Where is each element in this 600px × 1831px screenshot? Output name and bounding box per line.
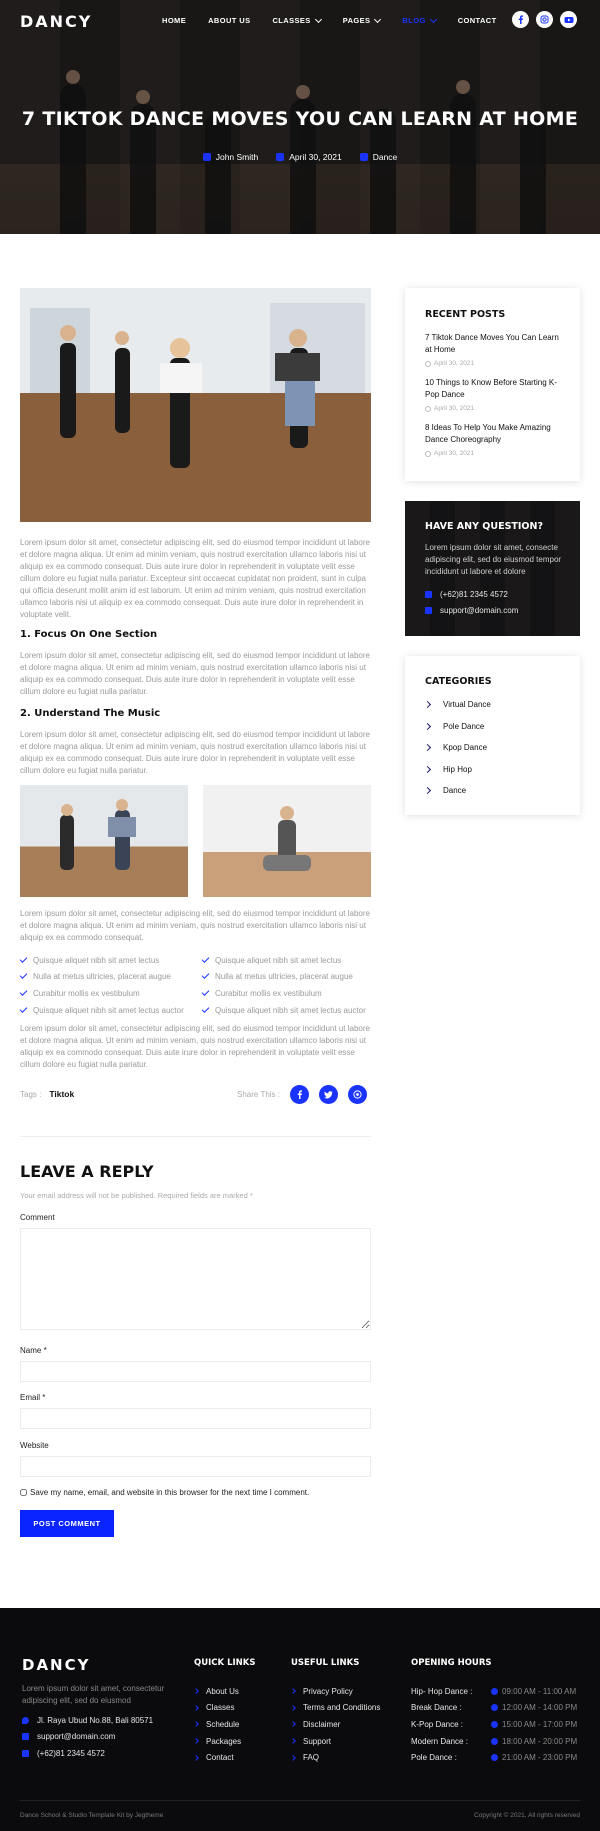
hours-row: Hip- Hop Dance : 09:00 AM - 11:00 AM [411, 1686, 577, 1696]
post-tags: Tags : Tiktok [20, 1089, 75, 1099]
check-icon [202, 988, 210, 996]
folder-icon [360, 153, 368, 161]
post-author[interactable]: John Smith [203, 152, 259, 162]
chevron-right-icon [290, 1738, 296, 1744]
recent-posts-title: RECENT POSTS [425, 309, 506, 320]
useful-links-title: USEFUL LINKS [291, 1658, 360, 1668]
comment-label: Comment [20, 1213, 55, 1222]
footer-logo[interactable]: DANCY [22, 1656, 91, 1674]
clock-icon [425, 406, 431, 412]
hero-dancer-head [296, 85, 310, 99]
category-item[interactable]: Pole Dance [425, 716, 560, 738]
main-nav [162, 16, 519, 25]
reply-note: Your email address will not be published. Required fields are marked * [20, 1191, 253, 1200]
save-info-checkbox[interactable] [20, 1489, 27, 1496]
site-logo[interactable]: DANCY [20, 12, 93, 31]
calendar-icon [276, 153, 284, 161]
check-list-left [20, 952, 195, 1018]
mail-icon [22, 1733, 29, 1740]
clock-icon [425, 361, 431, 367]
check-icon [20, 988, 28, 996]
chevron-down-icon [315, 15, 322, 22]
footer-phone[interactable]: (+62)81 2345 4572 [22, 1745, 153, 1762]
recent-posts-widget [405, 288, 580, 481]
phone-icon [22, 1750, 29, 1757]
twitter-icon[interactable] [319, 1085, 338, 1104]
email-field[interactable] [20, 1408, 371, 1429]
website-field[interactable] [20, 1456, 371, 1477]
useful-links [291, 1683, 380, 1766]
section-heading-2: 2. Understand The Music [20, 708, 161, 719]
hero-dancer-head [66, 70, 80, 84]
reply-title: LEAVE A REPLY [20, 1162, 154, 1181]
footer-link[interactable]: Schedule [194, 1716, 241, 1733]
category-item[interactable]: Kpop Dance [425, 737, 560, 759]
footer-link[interactable]: Packages [194, 1733, 241, 1750]
name-field[interactable] [20, 1361, 371, 1382]
phone-icon [425, 591, 432, 598]
chevron-right-icon [290, 1688, 296, 1694]
header-social [512, 11, 577, 28]
chevron-down-icon [430, 15, 437, 22]
category-item[interactable]: Dance [425, 780, 560, 802]
question-email[interactable]: support@domain.com [425, 603, 565, 620]
clock-icon [491, 1704, 498, 1711]
chevron-right-icon [424, 766, 431, 773]
whatsapp-icon[interactable] [348, 1085, 367, 1104]
divider [20, 1136, 371, 1137]
check-list-right [202, 952, 377, 1018]
list-item: Nulla at metus ultricies, placerat augue [20, 969, 195, 986]
list-item: Curabitur mollis ex vestibulum [202, 985, 377, 1002]
article-image-right [203, 785, 371, 897]
check-icon [20, 1005, 28, 1013]
footer-link[interactable]: Disclaimer [291, 1716, 380, 1733]
hours-row: K-Pop Dance : 15:00 AM - 17:00 PM [411, 1719, 578, 1729]
chevron-right-icon [290, 1705, 296, 1711]
clock-icon [425, 451, 431, 457]
youtube-icon[interactable] [560, 11, 577, 28]
list-item: Quisque aliquet nibh sit amet lectus auctor [20, 1002, 195, 1019]
facebook-icon[interactable] [290, 1085, 309, 1104]
categories-title: CATEGORIES [425, 676, 492, 687]
check-icon [202, 955, 210, 963]
footer-link[interactable]: Privacy Policy [291, 1683, 380, 1700]
chevron-right-icon [193, 1755, 199, 1761]
post-category[interactable]: Dance [360, 152, 398, 162]
article-image-left [20, 785, 188, 897]
check-icon [202, 1005, 210, 1013]
website-label: Website [20, 1441, 49, 1450]
section-paragraph-2: Lorem ipsum dolor sit amet, consectetur adipiscing elit, sed do eiusmod tempor incididunt ut labore et dolore magna aliqua. Ut enim ad minim veniam, quis nostrud exercitation ullamco laboris nisi ut aliquip ex ea commodo consequat. Duis aute irure dolor in reprehenderit in voluptate velit esse cillum dolore eu fugiat nulla pariatur. [20, 730, 370, 775]
mail-icon [425, 607, 432, 614]
footer-link[interactable]: Classes [194, 1700, 241, 1717]
post-date: April 30, 2021 [276, 152, 341, 162]
chevron-down-icon [374, 15, 381, 22]
article-intro: Lorem ipsum dolor sit amet, consectetur adipiscing elit, sed do eiusmod tempor incididunt ut labore et dolore magna aliqua. Ut enim ad minim veniam, quis nostrud exercitation ullamco laboris nisi ut aliquip ex ea commodo consequat. Duis aute irure dolor in reprehenderit in voluptate velit esse cillum dolore eu fugiat nulla pariatur. Excepteur sint occaecat cupidatat non proident, sunt in culpa qui officia deserunt mollit anim id est laborum. Ut enim ad minim veniam, quis nostrud exercitation ullamco laboris nisi ut aliquip ex ea commodo consequat. Duis aute irure dolor in reprehenderit in voluptate velit. [20, 538, 370, 619]
list-item: Quisque aliquet nibh sit amet lectus [20, 952, 195, 969]
clock-icon [491, 1754, 498, 1761]
categories-widget [405, 656, 580, 815]
nav-home[interactable]: HOME [162, 16, 187, 25]
page-title: 7 TIKTOK DANCE MOVES YOU CAN LEARN AT HOME [21, 108, 579, 130]
list-item: Nulla at metus ultricies, placerat augue [202, 969, 377, 986]
footer-link[interactable]: Contact [194, 1749, 241, 1766]
category-item[interactable]: Hip Hop [425, 759, 560, 781]
hero-banner [0, 0, 600, 234]
chevron-right-icon [290, 1755, 296, 1761]
footer-copyright: Copyright © 2021, All rights reserved [474, 1812, 580, 1819]
clock-icon [491, 1721, 498, 1728]
instagram-icon[interactable] [536, 11, 553, 28]
recent-post-item[interactable]: 7 Tiktok Dance Moves You Can Learn at Home April 30, 2021 [425, 333, 559, 367]
list-item: Quisque aliquet nibh sit amet lectus auctor [202, 1002, 377, 1019]
hero-dancer [205, 114, 231, 234]
quick-links-title: QUICK LINKS [194, 1658, 256, 1668]
hours-row: Break Dance : 12:00 AM - 14:00 PM [411, 1703, 578, 1713]
comment-textarea[interactable] [20, 1228, 371, 1330]
nav-contact[interactable]: CONTACT [457, 16, 497, 25]
section-paragraph-1: Lorem ipsum dolor sit amet, consectetur adipiscing elit, sed do eiusmod tempor incididunt ut labore et dolore magna aliqua. Ut enim ad minim veniam, quis nostrud exercitation ullamco laboris nisi ut aliquip ex ea commodo consequat. Duis aute irure dolor in reprehenderit in voluptate velit esse cillum dolore eu fugiat nulla pariatur. [20, 651, 370, 696]
chevron-right-icon [424, 701, 431, 708]
recent-post-item[interactable]: 8 Ideas To Help You Make Amazing Dance Choreography April 30, 2021 [425, 423, 551, 457]
name-label: Name * [20, 1346, 47, 1355]
footer-about: Lorem ipsum dolor sit amet, consectetur adipiscing elit, sed do eiusmod [22, 1684, 165, 1705]
nav-about[interactable]: ABOUT US [208, 16, 251, 25]
check-icon [20, 955, 28, 963]
post-comment-button[interactable]: POST COMMENT [20, 1510, 114, 1537]
chevron-right-icon [193, 1738, 199, 1744]
featured-image [20, 288, 371, 522]
opening-hours [411, 1683, 577, 1766]
chevron-right-icon [424, 744, 431, 751]
map-pin-icon [22, 1717, 29, 1724]
section-paragraph-4: Lorem ipsum dolor sit amet, consectetur adipiscing elit, sed do eiusmod tempor incididunt ut labore et dolore magna aliqua. Ut enim ad minim veniam, quis nostrud exercitation ullamco laboris nisi ut aliquip ex ea commodo consequat. Duis aute irure dolor in reprehenderit in voluptate velit esse cillum dolore eu fugiat nulla pariatur. [20, 1024, 370, 1069]
section-paragraph-3: Lorem ipsum dolor sit amet, consectetur adipiscing elit, sed do eiusmod tempor incididunt ut labore et dolore magna aliqua. Ut enim ad minim veniam, quis nostrud exercitation ullamco laboris nisi ut aliquip ex ea commodo consequat. [20, 909, 370, 942]
save-info-label: Save my name, email, and website in this browser for the next time I comment. [30, 1488, 310, 1497]
list-item: Quisque aliquet nibh sit amet lectus [202, 952, 377, 969]
chevron-right-icon [193, 1688, 199, 1694]
opening-hours-title: OPENING HOURS [411, 1658, 492, 1668]
question-text: Lorem ipsum dolor sit amet, consecte adipiscing elit, sed do eiusmod tempor incididunt ut labore et dolore [425, 543, 562, 576]
footer-address: Jl. Raya Ubud No.88, Bali 80571 [22, 1712, 153, 1729]
footer-link[interactable]: About Us [194, 1683, 241, 1700]
question-title: HAVE ANY QUESTION? [425, 521, 543, 532]
footer-divider [20, 1800, 580, 1801]
footer-credit: Dance School & Studio Template Kit by Jegtheme [20, 1812, 164, 1819]
check-icon [202, 972, 210, 980]
nav-blog[interactable]: BLOG [402, 16, 435, 25]
clock-icon [491, 1738, 498, 1745]
chevron-right-icon [193, 1705, 199, 1711]
category-item[interactable]: Virtual Dance [425, 694, 560, 716]
quick-links [194, 1683, 241, 1766]
recent-post-item[interactable]: 10 Things to Know Before Starting K-Pop Dance April 30, 2021 [425, 378, 557, 412]
check-icon [20, 972, 28, 980]
question-widget [405, 501, 580, 636]
chevron-right-icon [290, 1722, 296, 1728]
chevron-right-icon [424, 787, 431, 794]
list-item: Curabitur mollis ex vestibulum [20, 985, 195, 1002]
hours-row: Modern Dance : 18:00 AM - 20:00 PM [411, 1736, 578, 1746]
post-meta [0, 152, 600, 162]
hero-dancer-head [136, 90, 150, 104]
section-heading-1: 1. Focus On One Section [20, 629, 158, 640]
user-icon [203, 153, 211, 161]
footer-email[interactable]: support@domain.com [22, 1729, 153, 1746]
save-info-row [20, 1488, 309, 1497]
hero-dancer-head [456, 80, 470, 94]
share-bar: Share This : [237, 1085, 367, 1104]
footer-link[interactable]: Terms and Conditions [291, 1700, 380, 1717]
tag-link[interactable]: Tiktok [49, 1089, 75, 1099]
email-label: Email * [20, 1393, 46, 1402]
hours-row: Pole Dance : 21:00 AM - 23:00 PM [411, 1753, 578, 1763]
nav-classes[interactable]: CLASSES [272, 16, 320, 25]
chevron-right-icon [193, 1722, 199, 1728]
nav-pages[interactable]: PAGES [343, 16, 381, 25]
facebook-icon[interactable] [512, 11, 529, 28]
question-phone[interactable]: (+62)81 2345 4572 [425, 586, 565, 603]
clock-icon [491, 1688, 498, 1695]
chevron-right-icon [424, 723, 431, 730]
footer-contact [22, 1712, 153, 1762]
footer-link[interactable]: Support [291, 1733, 380, 1750]
hero-dancer [520, 119, 546, 234]
footer-link[interactable]: FAQ [291, 1749, 380, 1766]
